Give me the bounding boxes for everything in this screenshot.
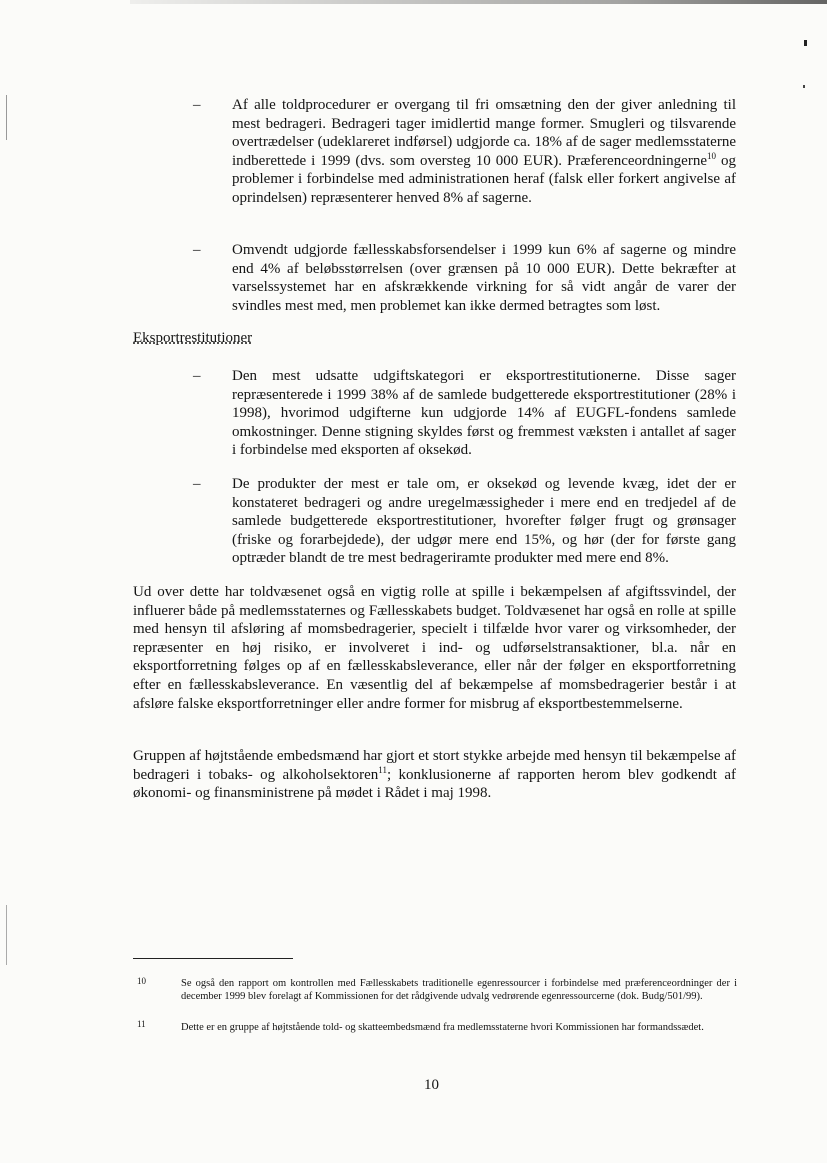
paragraph-senior-officials (133, 747, 736, 803)
footnote-ref-10: 10 (706, 150, 716, 161)
section-heading: Eksportrestitutioner (133, 330, 253, 346)
bullet-text: De produkter der mest er tale om, er oksekød og levende kvæg, idet der er konstateret bedrageri og andre uregelmæssigheder i mere end en tredjedel af de samlede budgetterede eksportrestitutioner, hvorefter følger frugt og grønsager (friske og forarbejdede), der udgør mere end 15%, og hør (der for første gang optræder blandt de tre mest bedrageriramte produkter med mere end 8%. (232, 476, 736, 567)
footnote-ref-11: 11 (378, 764, 387, 775)
bullet-customs-procedures (232, 96, 736, 208)
footnote-separator (133, 958, 293, 959)
paragraph-text: Ud over dette har toldvæsenet også en vigtig rolle at spille i bekæmpelsen af afgiftssvindel, der influerer både på medlemsstaternes og Fællesskabets budget. Toldvæsenet har også en rolle at spille med hensyn til afsløring af momsbedragerier, specielt i tilfælde hvor varer og virksomheder, der repræsenter en høj risiko, er involveret i ind- og udførselstransaktioner, bl.a. når en eksportforretning følges op af en fællesskabsleverance, eller når der følger en eksportforretning efter en fællesskabsleverance. En væsentlig del af bekæmpelse af momsbedragerier består i at afsløre falske eksportforretninger eller andre former for misbrug af eksportbestemmelserne. (133, 584, 736, 712)
footnote-number: 10 (137, 976, 146, 986)
bullet-transit (232, 241, 736, 315)
scan-mark-left-lower (6, 905, 7, 965)
paragraph-text-continued: ; konklusionerne af rapporten herom blev godkendt af økonomi- og finansministrene på mødet i Rådet i maj 1998. (133, 766, 736, 802)
paragraph-customs-role (133, 583, 736, 713)
footnote-text: Se også den rapport om kontrollen med Fællesskabets traditionelle egenressourcer i forbindelse med præferenceordninger der i december 1999 blev forelagt af Kommissionen for det rådgivende udvalg vedrørende egenressourcerne (dok. Budg/501/99). (181, 978, 737, 1003)
scan-edge-top (130, 0, 827, 4)
bullet-text: Omvendt udgjorde fællesskabsforsendelser i 1999 kun 6% af sagerne og mindre end 4% af beløbsstørrelsen (over grænsen på 10 000 EUR). Dette bekræfter at varselssystemet har en afskrækkende virkning for så vidt angår de varer der svindles mest med, men problemet kan ikke dermed betragtes som løst. (232, 242, 736, 314)
bullet-dash: – (193, 242, 201, 258)
scan-speck (804, 40, 807, 46)
bullet-text: Den mest udsatte udgiftskategori er eksportrestitutionerne. Disse sager repræsenterede i 1999 38% af de samlede budgetterede eksportrestitutioner (28% i 1998), hvorimod udgifterne kun udgjorde 14% af EUGFL-fondens samlede omkostninger. Denne stigning skyldes først og fremmest væksten i antallet af sager i forbindelse med eksporten af oksekød. (232, 368, 736, 459)
bullet-dash: – (193, 368, 201, 384)
bullet-text: Af alle toldprocedurer er overgang til fri omsætning den der giver anledning til mest bedrageri. Bedrageri tager imidlertid mange former. Smugleri og tilsvarende overtrædelser (udeklareret indførsel) udgjorde ca. 18% af de sager medlemsstaterne indberettede i 1999 (dvs. som oversteg 10 000 EUR). Præferenceordningerne (232, 97, 736, 169)
paragraph-text: Gruppen af højtstående embedsmænd har gjort et stort stykke arbejde med hensyn til bekæmpelse af bedrageri i tobaks- og alkoholsektoren (133, 748, 736, 783)
bullet-text-continued: og problemer i forbindelse med administrationen heraf (falsk eller forkert angivelse af oprindelsen) repræsenterer henved 8% af sagerne. (232, 152, 736, 206)
bullet-dash: – (193, 97, 201, 113)
bullet-export-refunds (232, 367, 736, 460)
scan-mark-left (6, 95, 7, 140)
footnote-number: 11 (137, 1019, 146, 1029)
page-number: 10 (424, 1077, 439, 1093)
bullet-dash: – (193, 476, 201, 492)
scan-speck-small (803, 85, 805, 88)
footnote-text: Dette er en gruppe af højtstående told- og skatteembedsmænd fra medlemsstaterne hvori Kommissionen har formandssædet. (181, 1022, 704, 1033)
bullet-products (232, 475, 736, 568)
